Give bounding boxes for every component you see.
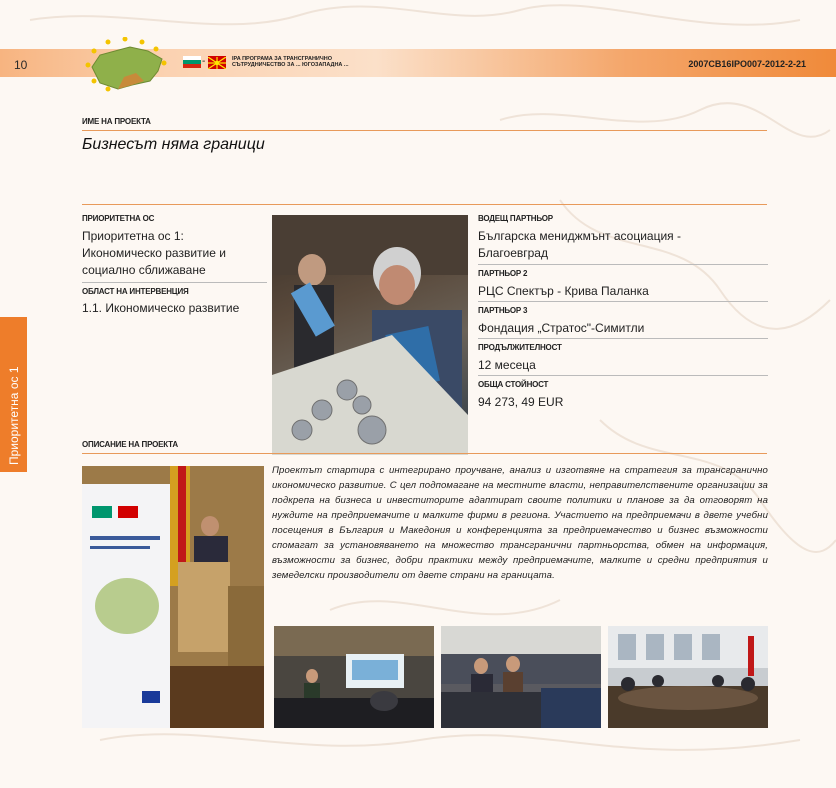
partner2-label: ПАРТНЬОР 2 bbox=[478, 269, 528, 278]
flag-separator: - bbox=[202, 56, 206, 67]
lead-partner-label: ВОДЕЩ ПАРТНЬОР bbox=[478, 214, 553, 223]
divider bbox=[478, 338, 768, 339]
macedonia-flag-icon bbox=[208, 56, 226, 68]
intervention-area-value: 1.1. Икономическо развитие bbox=[82, 301, 240, 315]
lead-partner-value: Българска мениджмънт асоциация - Благоевград bbox=[478, 229, 681, 260]
divider bbox=[82, 453, 767, 454]
partner2-value: РЦС Спектър - Крива Паланка bbox=[478, 284, 649, 298]
program-name: IPA ПРОГРАМА ЗА ТРАНСГРАНИЧНО СЪТРУДНИЧЕСТВО ЗА ... ЮГОЗАПАДНА ... bbox=[232, 56, 349, 68]
round-table-meeting-photo bbox=[608, 626, 768, 728]
training-session-photo bbox=[274, 626, 434, 728]
priority-axis-label: ПРИОРИТЕТНА ОС bbox=[82, 214, 155, 223]
project-description-text: Проектът стартира с интегрирано проучване, анализ и изготвяне на стратегия за трансгранично икономическо развитие. С цел подпомагане на местните власти, неправителствените организации за подкрепа на бизнеса и инвеститорите адаптират своите политики и планове за да отговорят на нуждите на предприемачите и малките фирми в региона. Участието на предприемачи в двете учебни посещения в България и Македония и конференцията за предприемачество и бизнес възможности спомагат за установяването на множество трансгранични партньорства, обмен на информация, възможности за бизнес, добри практики между предприемачите, малките и средни предприятия и земеделски производители от двете страни на границата. bbox=[272, 465, 768, 581]
project-name-label: ИМЕ НА ПРОЕКТА bbox=[82, 117, 151, 126]
duration-value: 12 месеца bbox=[478, 358, 536, 372]
project-code: 2007CB16IPO007-2012-2-21 bbox=[688, 59, 806, 69]
divider bbox=[82, 282, 267, 283]
page-number: 10 bbox=[14, 58, 28, 72]
conference-speaker-photo bbox=[82, 466, 264, 728]
divider bbox=[82, 130, 767, 131]
duration-label: ПРОДЪЛЖИТЕЛНОСТ bbox=[478, 343, 562, 352]
total-cost-label: ОБЩА СТОЙНОСТ bbox=[478, 380, 549, 389]
priority-axis-value: Приоритетна ос 1: Икономическо развитие и социално сближаване bbox=[82, 229, 226, 277]
divider bbox=[478, 375, 768, 376]
intervention-area-label: ОБЛАСТ НА ИНТЕРВЕНЦИЯ bbox=[82, 287, 189, 296]
project-title: Бизнесът няма граници bbox=[82, 136, 265, 153]
factory-visit-photo bbox=[441, 626, 601, 728]
exhibition-photo bbox=[272, 215, 468, 455]
total-cost-value: 94 273, 49 EUR bbox=[478, 395, 564, 409]
divider bbox=[478, 301, 768, 302]
divider bbox=[82, 204, 767, 205]
divider bbox=[478, 264, 768, 265]
bulgaria-flag-icon bbox=[183, 56, 201, 68]
priority-side-tab-label: Приоритетна ос 1 bbox=[7, 366, 21, 465]
project-description-label: ОПИСАНИЕ НА ПРОЕКТА bbox=[82, 440, 178, 449]
partner3-label: ПАРТНЬОР 3 bbox=[478, 306, 528, 315]
partner3-value: Фондация „Стратос"-Симитли bbox=[478, 321, 645, 335]
program-logo-map bbox=[80, 37, 170, 93]
